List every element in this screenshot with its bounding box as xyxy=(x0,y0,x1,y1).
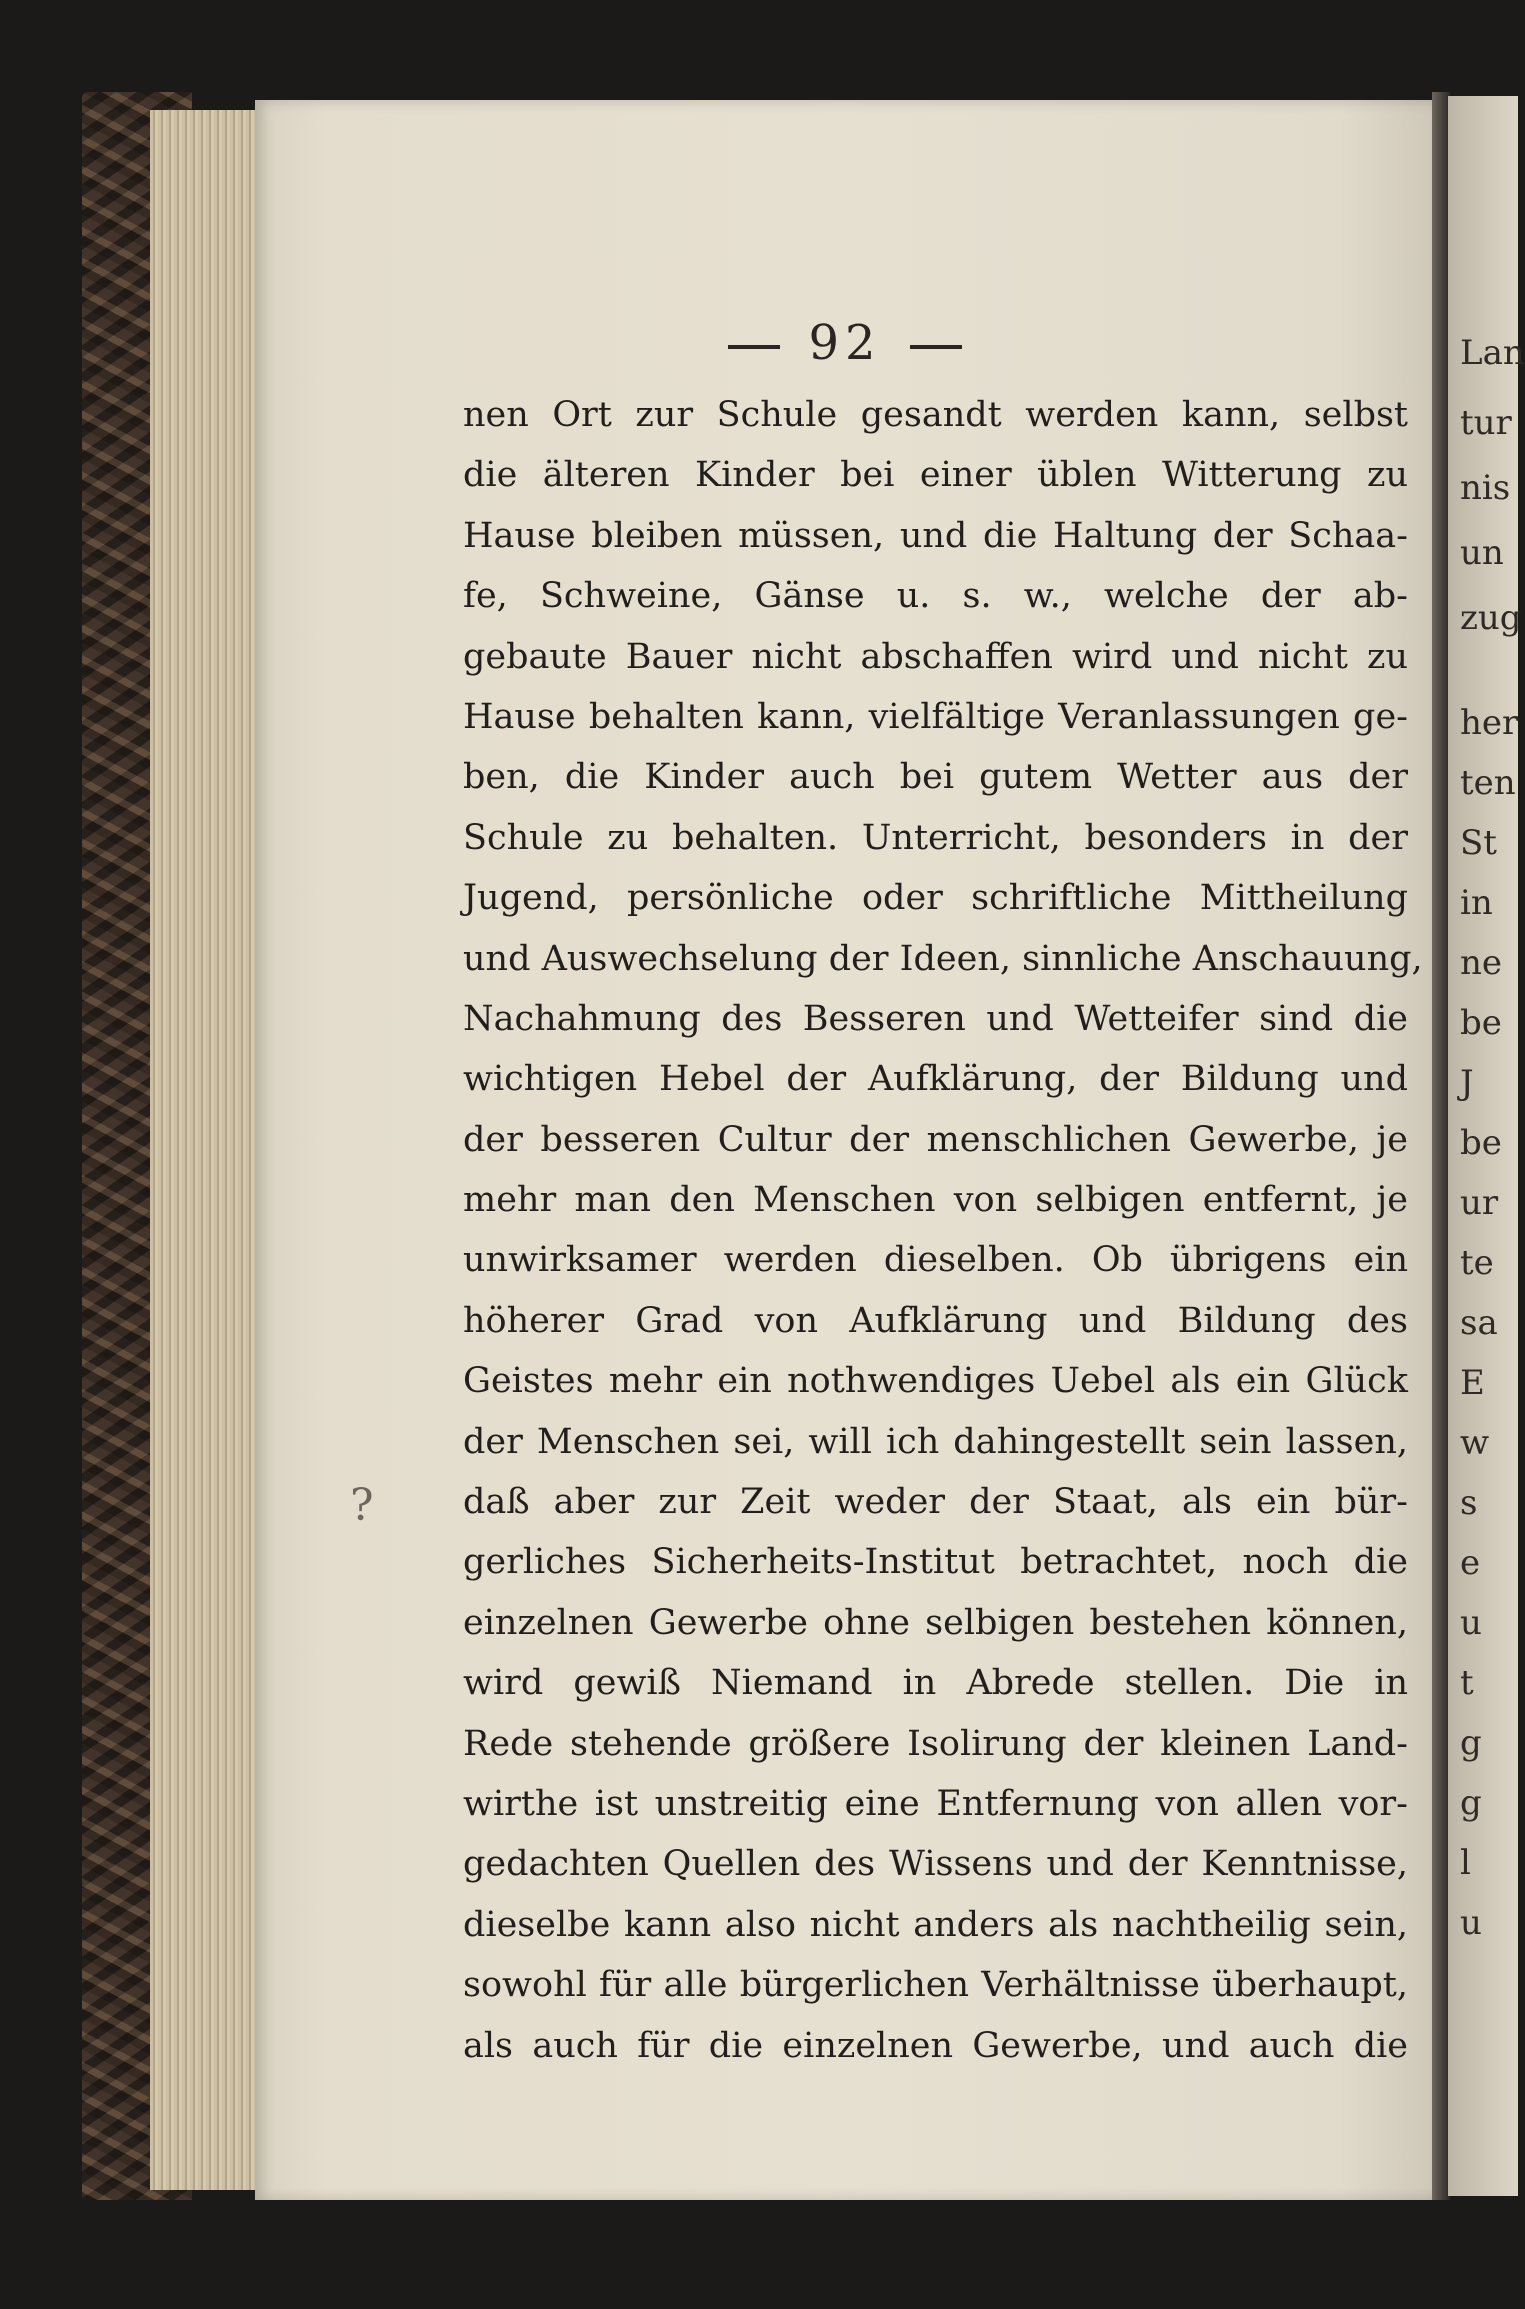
facing-page xyxy=(1448,96,1525,2196)
text-line: die älteren Kinder bei einer üblen Witterung zu xyxy=(463,455,1408,496)
facing-fragment: un xyxy=(1460,533,1504,573)
text-line: Hause bleiben müssen, und die Haltung der Schaa- xyxy=(463,515,1408,556)
facing-fragment: te xyxy=(1460,1243,1494,1283)
pencil-margin-mark: ? xyxy=(350,1480,374,1531)
text-line: Schule zu behalten. Unterricht, besonders in der xyxy=(463,817,1408,858)
text-line: Jugend, persönliche oder schriftliche Mittheilung xyxy=(463,878,1408,919)
facing-fragment: E xyxy=(1460,1363,1485,1403)
page-header xyxy=(255,315,1435,371)
facing-fragment: t xyxy=(1460,1663,1474,1703)
text-line: nen Ort zur Schule gesandt werden kann, selbst xyxy=(463,395,1408,435)
text-line: gebaute Bauer nicht abschaffen wird und nicht zu xyxy=(463,636,1408,677)
text-line: höherer Grad von Aufklärung und Bildung des xyxy=(463,1300,1408,1341)
facing-fragment: ne xyxy=(1460,943,1503,983)
facing-fragment: w xyxy=(1460,1423,1490,1463)
text-line: ben, die Kinder auch bei gutem Wetter aus der xyxy=(463,757,1408,798)
facing-fragment: nis xyxy=(1460,468,1511,508)
facing-fragment: u xyxy=(1460,1603,1482,1643)
text-line: wird gewiß Niemand in Abrede stellen. Die in xyxy=(463,1663,1408,1704)
facing-fragment: ten xyxy=(1460,763,1516,803)
text-line: Rede stehende größere Isolirung der kleinen Land- xyxy=(463,1723,1408,1764)
text-line: wirthe ist unstreitig eine Entfernung von allen vor- xyxy=(463,1783,1408,1824)
text-line: wichtigen Hebel der Aufklärung, der Bildung und xyxy=(463,1059,1408,1100)
facing-fragment: St xyxy=(1460,823,1497,863)
text-line: fe, Schweine, Gänse u. s. w., welche der ab- xyxy=(463,576,1408,617)
text-line: gerliches Sicherheits-Institut betrachtet, noch die xyxy=(463,1542,1408,1583)
facing-fragment: ur xyxy=(1460,1183,1499,1223)
background-bottom xyxy=(0,2200,1503,2309)
text-line: der Menschen sei, will ich dahingestellt sein lassen, xyxy=(463,1421,1408,1462)
text-line: dieselbe kann also nicht anders als nachtheilig sein, xyxy=(463,1904,1408,1945)
facing-fragment: e xyxy=(1460,1543,1481,1583)
facing-fragment: Lan xyxy=(1460,333,1525,373)
facing-fragment: J xyxy=(1460,1063,1474,1103)
facing-fragment: u xyxy=(1460,1903,1482,1943)
body-text xyxy=(463,385,1423,2076)
facing-fragment: g xyxy=(1460,1723,1482,1763)
facing-fragment: in xyxy=(1460,883,1493,923)
text-line: Geistes mehr ein nothwendiges Uebel als ein Glück xyxy=(463,1361,1408,1402)
book-page xyxy=(255,100,1435,2200)
text-line: einzelnen Gewerbe ohne selbigen bestehen können, xyxy=(463,1602,1408,1643)
facing-fragment: zug xyxy=(1460,598,1522,638)
text-line: als auch für die einzelnen Gewerbe, und auch die xyxy=(463,2025,1408,2066)
header-dash-right xyxy=(910,345,962,349)
text-line: Nachahmung des Besseren und Wetteifer sind die xyxy=(463,998,1408,1039)
page-edges xyxy=(150,110,270,2190)
text-line: daß aber zur Zeit weder der Staat, als ein bür- xyxy=(463,1482,1408,1523)
page-number: 92 xyxy=(808,315,882,371)
text-line: und Auswechselung der Ideen, sinnliche Anschauung, xyxy=(463,938,1423,979)
text-line: mehr man den Menschen von selbigen entfernt, je xyxy=(463,1180,1408,1221)
text-line: gedachten Quellen des Wissens und der Kenntnisse, xyxy=(463,1844,1408,1885)
header-dash-left xyxy=(728,345,780,349)
facing-fragment: her xyxy=(1460,703,1519,743)
facing-fragment: g xyxy=(1460,1783,1482,1823)
facing-fragment: be xyxy=(1460,1123,1502,1163)
facing-fragment: be xyxy=(1460,1003,1502,1043)
text-line: Hause behalten kann, vielfältige Veranlassungen ge- xyxy=(463,696,1408,737)
facing-fragment: l xyxy=(1460,1843,1471,1883)
text-line: unwirksamer werden dieselben. Ob übrigens ein xyxy=(463,1240,1408,1281)
text-line: der besseren Cultur der menschlichen Gewerbe, je xyxy=(463,1119,1408,1160)
facing-fragment: sa xyxy=(1460,1303,1498,1343)
facing-fragment: s xyxy=(1460,1483,1478,1523)
text-line: sowohl für alle bürgerlichen Verhältnisse überhaupt, xyxy=(463,1965,1408,2006)
facing-fragment: tur xyxy=(1460,403,1512,443)
